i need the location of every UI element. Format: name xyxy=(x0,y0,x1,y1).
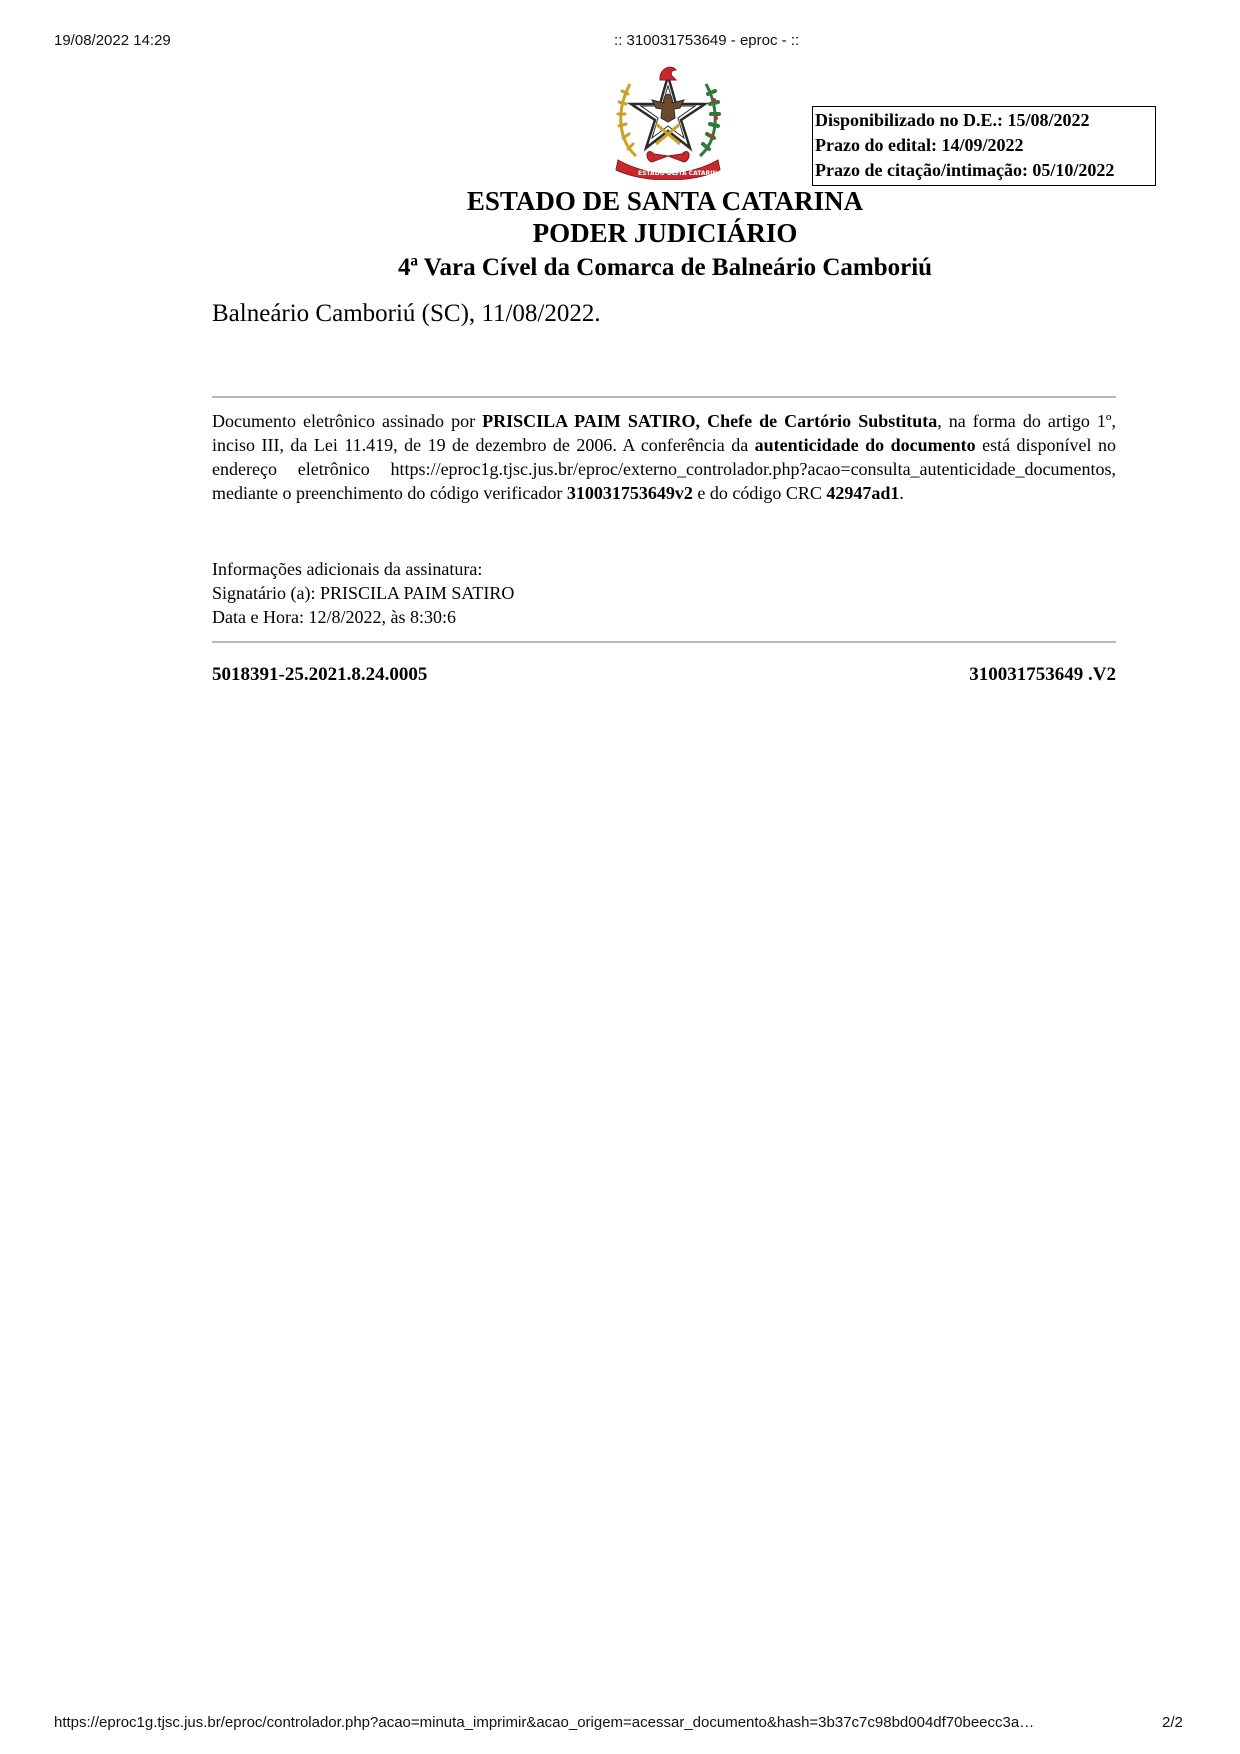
process-number: 5018391-25.2021.8.24.0005 xyxy=(212,664,428,685)
signer-name-role: PRISCILA PAIM SATIRO, Chefe de Cartório Substituta xyxy=(482,411,938,431)
signature-text-5: . xyxy=(899,483,904,503)
print-page-title: :: 310031753649 - eproc - :: xyxy=(614,32,800,49)
signature-datetime: Data e Hora: 12/8/2022, às 8:30:6 xyxy=(212,607,456,627)
emblem-ribbon-text-right: STA CATARINA xyxy=(674,170,723,177)
divider-bottom xyxy=(212,641,1116,643)
print-page-number: 2/2 xyxy=(1162,1714,1183,1731)
electronic-signature-statement xyxy=(212,409,1116,505)
place-and-date: Balneário Camboriú (SC), 11/08/2022. xyxy=(212,300,601,327)
signature-text-3: está disponível no endereço eletrônico https://eproc1g.tjsc.jus.br/eproc/externo_controlador.php?acao=consulta_autenticidade_documentos, mediante o preenchimento do código verificador xyxy=(212,435,1117,503)
crc-code: 42947ad1 xyxy=(826,483,900,503)
document-version: 310031753649 .V2 xyxy=(969,664,1116,685)
notice-summons-deadline: Prazo de citação/intimação: 05/10/2022 xyxy=(815,160,1115,180)
signature-text-4: e do código CRC xyxy=(692,483,827,503)
signatory-line: Signatário (a): PRISCILA PAIM SATIRO xyxy=(212,583,515,603)
additional-info-title: Informações adicionais da assinatura: xyxy=(212,559,483,579)
authenticity-label: autenticidade do documento xyxy=(754,435,976,455)
santa-catarina-coat-of-arms-icon xyxy=(606,60,730,180)
print-url: https://eproc1g.tjsc.jus.br/eproc/controlador.php?acao=minuta_imprimir&acao_origem=acessar_documento&hash=3b37c7c98bd004df70beecc3a… xyxy=(54,1714,1035,1731)
verifier-code: 310031753649v2 xyxy=(566,483,693,503)
signature-text-2: , na forma do artigo 1º, inciso III, da Lei 11.419, de 19 de dezembro de 2006. A conferência da xyxy=(212,411,1116,455)
notice-edict-deadline: Prazo do edital: 14/09/2022 xyxy=(815,135,1024,155)
heading-state: ESTADO DE SANTA CATARINA xyxy=(466,186,864,216)
emblem-ribbon-text-left: ESTADO DE xyxy=(638,170,676,177)
emblem-bow xyxy=(647,152,689,162)
heading-judiciary: PODER JUDICIÁRIO xyxy=(532,218,798,248)
publication-notice-box xyxy=(812,106,1156,186)
signature-text-1: Documento eletrônico assinado por xyxy=(212,411,483,431)
emblem-cap xyxy=(660,67,676,80)
print-datetime: 19/08/2022 14:29 xyxy=(54,32,171,49)
notice-published-date: Disponibilizado no D.E.: 15/08/2022 xyxy=(815,110,1090,130)
additional-signature-info xyxy=(212,557,514,629)
heading-court: 4ª Vara Cível da Comarca de Balneário Camboriú xyxy=(397,254,933,281)
divider-top xyxy=(212,396,1116,398)
